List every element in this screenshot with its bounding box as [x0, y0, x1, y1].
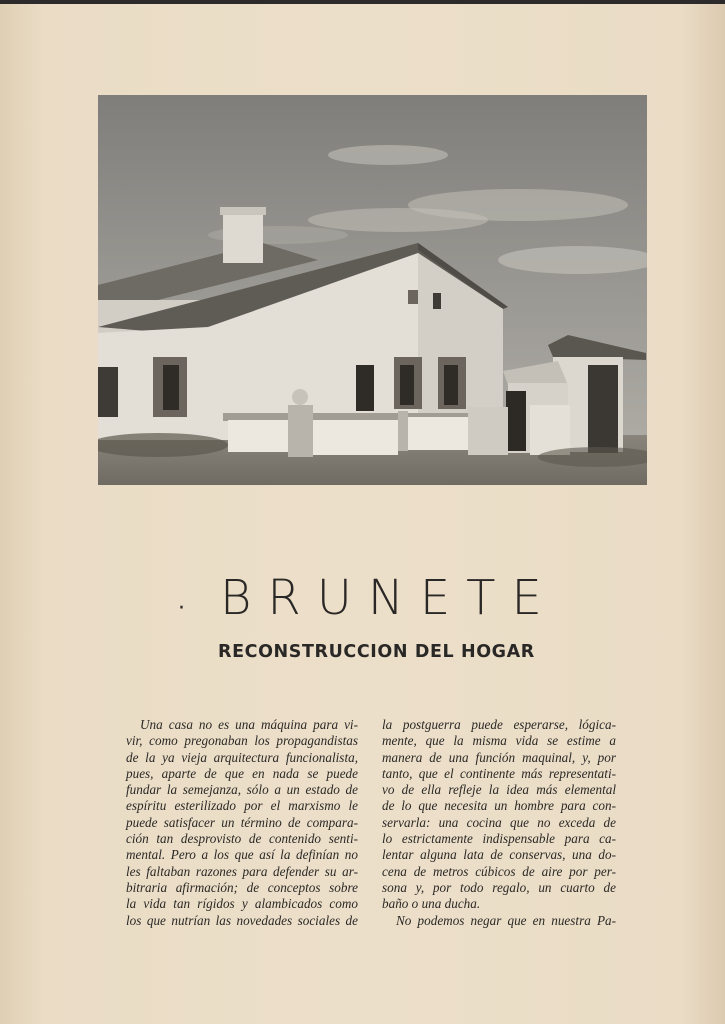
article-title: BRUNETE — [220, 570, 558, 626]
text-line: servarla: una cocina que no exceda de — [382, 814, 616, 830]
text-line: baño o una ducha. — [382, 896, 481, 912]
house-photo-illustration — [98, 95, 647, 485]
text-line: fundar la semejanza, sólo a un estado de — [126, 782, 358, 798]
text-line: bitraria afirmación; de conceptos sobre — [126, 879, 358, 895]
text-line: lo estrictamente indispensable para ca- — [382, 831, 616, 847]
text-line: de la ya vieja arquitectura funcionalista, — [126, 749, 358, 765]
text-line: lentar alguna lata de conservas, una do- — [382, 847, 616, 863]
text-line: los que nutrían las novedades sociales de — [126, 912, 358, 928]
text-line: Una casa no es una máquina para vi- — [140, 717, 358, 732]
title-bullet: · — [178, 596, 185, 621]
text-line: pues, aparte de que en nada se puede — [126, 765, 358, 781]
text-column-right — [382, 717, 616, 929]
text-line: la vida tan rígidos y alambicados como — [126, 896, 358, 912]
text-line: espíritu esterilizado por el marxismo le — [126, 798, 358, 814]
text-column-left — [126, 717, 358, 929]
house-photo — [98, 95, 647, 485]
article-subtitle: RECONSTRUCCION DEL HOGAR — [218, 642, 535, 662]
title-block — [150, 568, 590, 628]
text-line: No podemos negar que en nuestra Pa- — [396, 912, 616, 928]
text-line: ción tan desprovisto de contenido senti- — [126, 831, 358, 847]
text-line: manera de una función maquinal, y, por — [382, 749, 616, 765]
text-line: vir, como pregonaban los propagandistas — [126, 733, 358, 749]
text-line: cena de metros cúbicos de aire por per- — [382, 863, 616, 879]
page-top-edge — [0, 0, 725, 4]
text-line: les faltaban razones para defender su ar- — [126, 863, 358, 879]
text-line: mente, que la misma vida se estime a — [382, 733, 616, 749]
text-line: tanto, que el continente más representati- — [382, 765, 616, 781]
text-line: sona y, por todo regalo, un cuarto de — [382, 879, 616, 895]
text-line: de lo que necesita un hombre para con- — [382, 798, 616, 814]
text-line: puede satisfacer un término de compara- — [126, 814, 358, 830]
text-line: mental. Pero a los que así la definían no — [126, 847, 358, 863]
text-line: la postguerra puede esperarse, lógica- — [382, 717, 616, 732]
text-line: vo de ella refleje la idea más elemental — [382, 782, 616, 798]
